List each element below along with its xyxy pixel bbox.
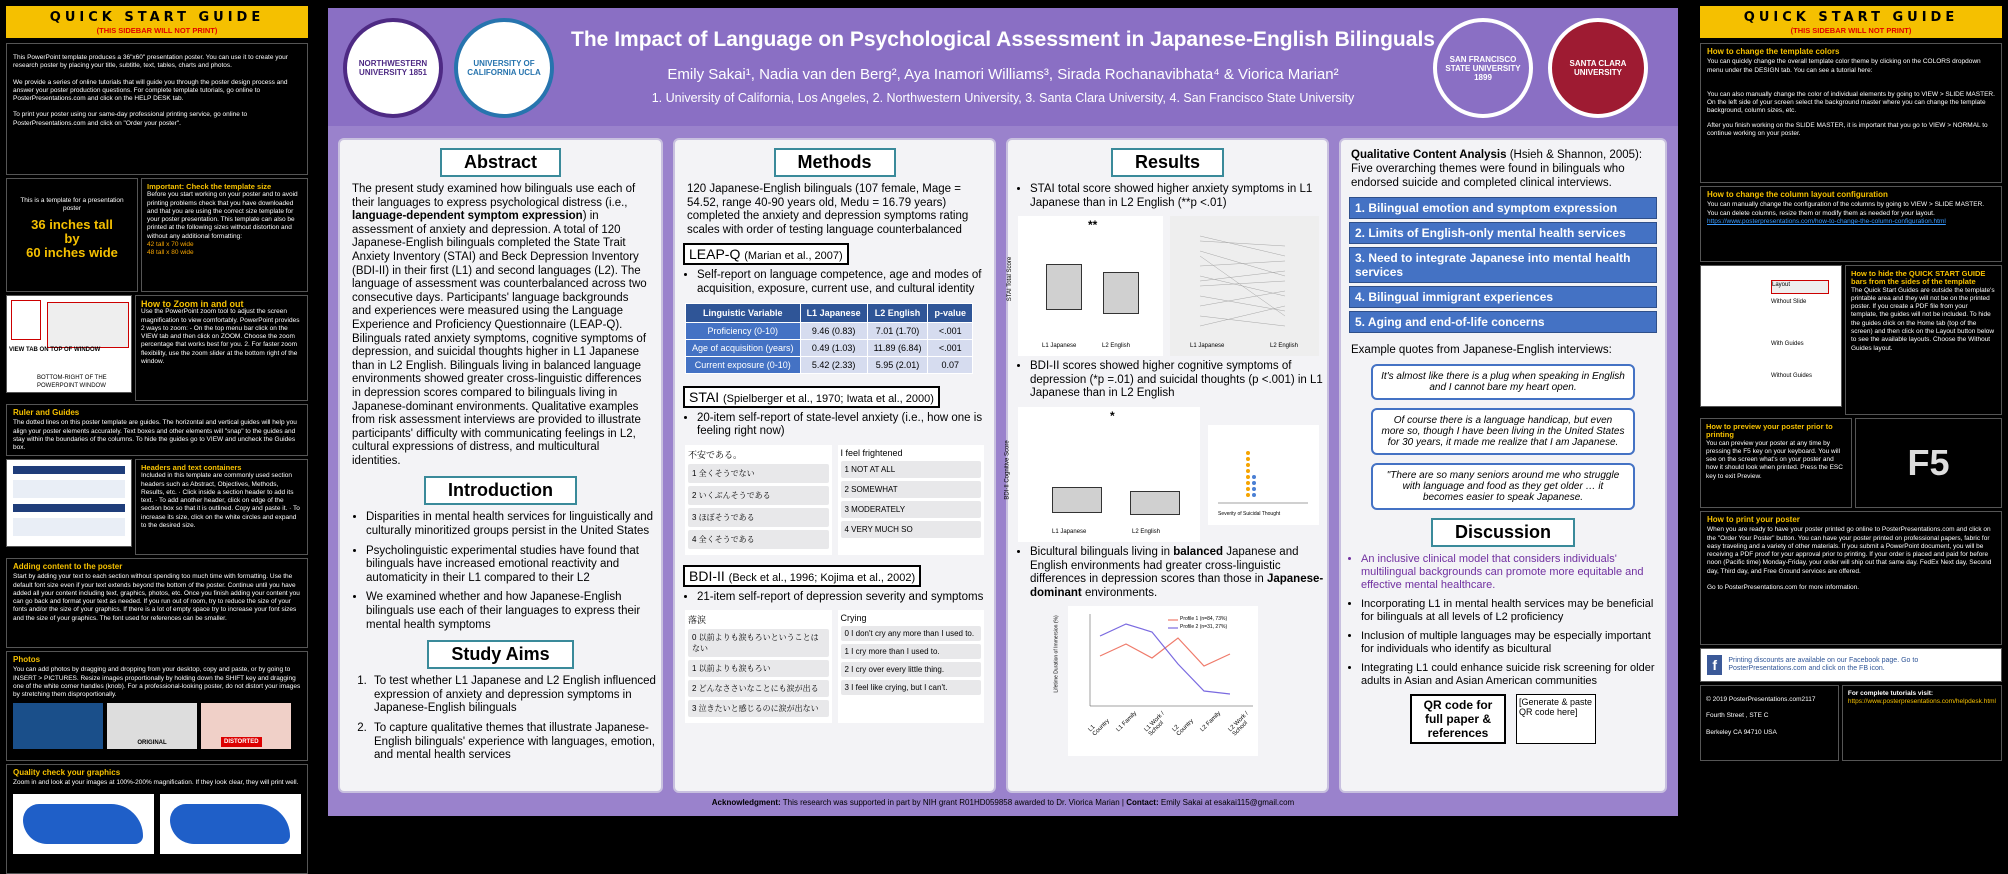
table-row [686, 356, 973, 373]
text-sample-1 [13, 480, 125, 498]
sidebar-title: QUICK START GUIDE [1743, 10, 1959, 25]
print-box [1700, 511, 2002, 645]
tutorials-box [1842, 685, 2002, 761]
stai-japanese-item [685, 445, 832, 555]
headers-text: Included in this template are commonly used section headers such as Abstract, Objectives, Methods, Results, etc. · Click inside a section header to add its text. · To add another header, click on edge of the section box so that it is outlined. Copy and paste it. · To increase its size, click on the white circles and expand to the desired size. [141, 472, 300, 530]
bullet-3-b: balanced [1173, 545, 1224, 558]
bdi-list [675, 591, 994, 605]
map-samples [13, 794, 301, 854]
bdi-figure [1004, 407, 1317, 542]
bullet-3-e: environments. [1081, 586, 1158, 599]
dotplot-xlabel: Severity of Suicidal Thought [1218, 510, 1281, 517]
columns-box [1700, 186, 2002, 262]
without-slide-option[interactable]: Without Slide [1771, 299, 1807, 305]
stai-x1: L1 Japanese [1042, 343, 1077, 350]
tutorials-title: For complete tutorials visit: [1847, 690, 1934, 697]
table-row [686, 322, 973, 339]
aim-item: 1. To test whether L1 Japanese and L2 English influenced expression of anxiety and depression symptoms in Japanese-English bilinguals [370, 675, 661, 716]
facebook-text: Printing discounts are available on our Facebook page. Go to PosterPresentations.com and click on the FB icon. [1728, 656, 1919, 672]
ruler-text: The dotted lines on this poster template are guides. The horizontal and vertical guides will help you align your poster elements accurately. Text boxes and other elements will "snap" to the guides and stay within the boundaries of the columns. To hide the guides go to VIEW and uncheck the Guides box. [13, 419, 297, 452]
footer-line-3: Berkeley CA 94710 USA [1706, 728, 1777, 736]
stai-en-option: 4 VERY MUCH SO [841, 521, 982, 538]
preview-title: How to preview your poster prior to printing [1706, 422, 1833, 440]
table-cell: 7.01 (1.70) [867, 322, 928, 339]
bdi-tag-label: BDI-II [689, 567, 725, 584]
sidebar-header [1700, 6, 2002, 40]
northwestern-seal-text: NORTHWESTERN UNIVERSITY 1851 [358, 59, 428, 77]
distorted-photo [201, 703, 291, 749]
abstract-text-1: The present study examined how bilinguals use each of their languages to express psychological distress (i.e., [352, 183, 636, 209]
colors-box [1700, 43, 2002, 183]
profile-legend-1: Profile 1 (n=84, 73%) [1180, 616, 1228, 623]
stai-english-item [838, 445, 985, 555]
bdi-box-l2 [1130, 491, 1180, 515]
hide-guides-section [1700, 265, 2002, 415]
table-cell: <.001 [928, 339, 973, 356]
distorted-label: DISTORTED [221, 737, 262, 747]
facebook-icon: f [1707, 655, 1722, 675]
aims-list [340, 675, 661, 763]
colors-text-3: After you finish working on the SLIDE MASTER, it is important that you go to VIEW > NORMAL to continue working on your poster. [1707, 121, 1988, 138]
column-results [1006, 138, 1329, 793]
stai-tag [683, 386, 940, 408]
colors-tutorial-link[interactable] [1707, 75, 1995, 91]
bullet-3-d: Japanese-dominant [1030, 573, 1324, 599]
quality-text: Zoom in and look at your images at 100%-200% magnification. If they look clear, they will print well. [13, 779, 299, 787]
stai-bullet: • 20-item self-report of state-level anxiety (i.e., how one is feeling right now) [697, 412, 994, 439]
ucla-seal-text: UNIVERSITY OF CALIFORNIA UCLA [467, 59, 541, 77]
table-cell: 11.89 (6.84) [867, 339, 928, 356]
zoom-title: How to Zoom in and out [141, 299, 244, 309]
print-title: How to print your poster [1707, 515, 1800, 524]
stai-en-title: I feel frightened [840, 447, 903, 458]
x-tick-label: L2 Country [1171, 718, 1195, 738]
f5-key-icon [1855, 418, 2002, 508]
check-size-title: Important: Check the template size [147, 182, 272, 191]
tutorials-link[interactable]: https://www.posterpresentations.com/helpdesk.html [1847, 698, 1996, 706]
sidebar-intro [6, 43, 308, 175]
zoom-screenshot [6, 295, 132, 393]
stai-citation: (Spielberger et al., 1970; Iwata et al., 2000) [722, 392, 934, 405]
aims-header: Study Aims [427, 640, 573, 669]
profile-legend-2: Profile 2 (n=31, 27%) [1180, 624, 1228, 631]
hide-title: How to hide the QUICK START GUIDE bars from the sides of the template [1851, 269, 1986, 287]
x-tick-label: L2 Family [1199, 710, 1223, 734]
results-list-2 [1008, 360, 1327, 401]
bdi-en-title: Crying [840, 613, 867, 624]
quote-2: Of course there is a language handicap, but even more so, though I have been living in the United States for 30 years, it made me realize that I am Japanese. [1371, 408, 1635, 455]
bdi-scale [685, 610, 984, 723]
template-for-text: This is a template for a presentation poster [20, 197, 124, 213]
methods-header: Methods [774, 148, 896, 177]
preview-section [1700, 418, 2002, 508]
discussion-bullet: • Inclusion of multiple languages may be especially important for individuals who identify as bicultural [1361, 630, 1665, 656]
profile-line-chart [1053, 606, 1258, 756]
intro-text-2: We provide a series of online tutorials that will guide you through the poster design process and answer your poster production questions. For complete template tutorials, go online to PosterPresentations.com and click on the HELP DESK tab. [13, 78, 288, 103]
left-sidebar [6, 6, 308, 826]
stai-significance: ** [1088, 218, 1098, 233]
adding-text: Start by adding your text to each section without spending too much time with formatting. Use the default font size even if your text extends beyond the bottom of the poster. Continue until you have added all your content including text, graphics, photos, etc. Once you finish adding your content you can go back and format your text as needed. If you run out of room, try to reduce the size of your fonts and/or the size of your graphics. If there is a lot of empty space try to increase your font sizes and the size of your graphics. The font used for references can be smaller. [13, 573, 300, 622]
zoom-dialog [47, 302, 129, 348]
bdi-jp-option: 0 以前よりも涙もろいということはない [688, 629, 829, 657]
discussion-bullet: • Integrating L1 could enhance suicide risk screening for older adults in Asian and Asian American communities [1361, 662, 1665, 688]
stai-jp-title: 不安である。 [688, 449, 743, 460]
leapq-tag [683, 243, 849, 265]
footer-line-2: Fourth Street , STE C [1706, 712, 1769, 720]
print-go: Go to PosterPresentations.com for more information. [1707, 584, 1860, 592]
map-shape-2 [170, 804, 290, 844]
contact-text: Emily Sakai at esakai115@gmail.com [1158, 798, 1295, 807]
ruler-box [6, 404, 308, 456]
footer-line-1: © 2019 PosterPresentations.com2117 [1706, 696, 1816, 703]
preview-box [1700, 418, 1852, 508]
profile-x-labels [1087, 710, 1254, 738]
introduction-list [340, 511, 661, 632]
table-header: L1 Japanese [800, 303, 867, 322]
x-tick-label: L1 Country [1087, 718, 1111, 738]
intro-bullet: • Psycholinguistic experimental studies have found that bilinguals have increased emotional reactivity and automaticity in their L1 compared to their L2 [366, 545, 661, 586]
bdi-tag [683, 565, 921, 587]
table-cell: <.001 [928, 322, 973, 339]
poster-authors: Emily Sakai¹, Nadia van den Berg², Aya Inamori Williams³, Sirada Rochanavibhata⁴ & Viorica Marian² [667, 66, 1339, 83]
quality-title: Quality check your graphics [13, 768, 121, 777]
quotes-intro: Example quotes from Japanese-English interviews: [1351, 344, 1612, 356]
poster [328, 8, 1678, 816]
discussion-header: Discussion [1431, 518, 1575, 547]
quote-3: "There are so many seniors around me who struggle with language and food as they get older … it becomes easier to speak Japanese. [1371, 463, 1635, 510]
intro-text-1: This PowerPoint template produces a 36"x60" presentation poster. You can use it to create your research poster by placing your title, subtitle, text, tables, charts and photos. [13, 54, 288, 70]
adding-title: Adding content to the poster [13, 562, 123, 571]
photo-samples [13, 703, 301, 749]
results-list-1 [1008, 183, 1327, 210]
stai-spaghetti-plot [1170, 216, 1319, 356]
address-box [1700, 685, 1839, 761]
profile-ylabel: Lifetime Duration of Immersion (%) [1053, 615, 1060, 693]
footer-section [1700, 685, 2002, 761]
sidebar-subtitle: (THIS SIDEBAR WILL NOT PRINT) [96, 26, 218, 35]
zoom-caption-1: VIEW TAB ON TOP OF WINDOW [9, 347, 101, 353]
box-l1 [1046, 264, 1082, 310]
stai-en-option: 2 SOMEWHAT [841, 481, 982, 498]
bdi-citation: (Beck et al., 1996; Kojima et al., 2002) [728, 571, 916, 584]
columns-title: How to change the column layout configuration [1707, 190, 1888, 199]
bdi-ylabel: BDI-II Cognitive Score [1004, 440, 1011, 500]
size-line-1: 36 inches tall [31, 216, 113, 232]
introduction-header: Introduction [424, 476, 577, 505]
table-cell: 0.49 (1.03) [800, 339, 867, 356]
x-tick-label: L2 Work / School [1227, 711, 1250, 738]
spaghetti-lines [1170, 216, 1319, 356]
discussion-bullet: • Incorporating L1 in mental health services may be beneficial for bilinguals at all levels of L2 proficiency [1361, 598, 1665, 624]
bullet-3-a: Bicultural bilinguals living in [1030, 545, 1174, 558]
size-option-1: 42 tall x 70 wide [147, 241, 194, 249]
bdi-box-l1 [1052, 487, 1102, 513]
contact-label: Contact: [1123, 798, 1159, 807]
ruler-title: Ruler and Guides [13, 408, 80, 417]
results-header: Results [1111, 148, 1224, 177]
bdi-en-option: 0 I don't cry any more than I used to. [841, 626, 982, 641]
bdi-en-option: 2 I cry over every little thing. [841, 662, 982, 677]
ack-text: This research was supported in part by NIH grant R01HD059858 awarded to Dr. Viorica Marian | [780, 798, 1124, 807]
poster-title: The Impact of Language on Psychological Assessment in Japanese-English Bilinguals [571, 28, 1435, 51]
leapq-table [685, 303, 973, 374]
table-cell: 5.95 (2.01) [867, 356, 928, 373]
abstract-text [340, 183, 661, 468]
size-section [6, 178, 308, 292]
bdi-jp-option: 2 どんなささいなことにも涙が出る [688, 680, 829, 697]
poster-affiliations: 1. University of California, Los Angeles, 2. Northwestern University, 3. Santa Clara University, 4. San Francisco State University [651, 91, 1355, 105]
stai-list [675, 412, 994, 439]
quote-1: It's almost like there is a plug when speaking in English and I cannot bare my heart open. [1371, 364, 1635, 400]
layout-button[interactable]: Layout [1771, 280, 1829, 294]
hide-text: The Quick Start Guides are outside the template's printable area and they will not be on the printed poster. If you create a PDF file from your template, the guides will not be included. To hide the guides click on the Home tab (top of the screen) and then click on the Layout button below to see the available layouts. Choose the Without Guides layout. [1851, 286, 1995, 352]
stai-en-option: 1 NOT AT ALL [841, 461, 982, 478]
bdi-jp-option: 3 泣きたいと感じるのに涙が出ない [688, 700, 829, 717]
table-row [686, 339, 973, 356]
table-cell: Age of acquisition (years) [686, 339, 801, 356]
text-sample-2 [13, 518, 125, 536]
leapq-tag-label: LEAP-Q [689, 246, 741, 263]
bdi-en-option: 3 I feel like crying, but I can't. [841, 680, 982, 695]
size-line-2: by [64, 230, 80, 246]
stai-ylabel: STAI Total Score [1007, 256, 1014, 302]
bullet-3-c: Japanese and English environments had greater cross-linguistic differences in depression scores than those in [1030, 545, 1299, 586]
print-text: When you are ready to have your poster printed go online to PosterPresentations.com and click on the "Order Your Poster" button. You can have your poster printed on professional papers, fabric for easy traveling and a variety of other materials. If you submit a PowerPoint document, you will be receiving a PDF proof for your approval prior to printing. If your order is placed and paid for before noon (Pacific time) Monday-Friday, your order will ship out that same day. FedEx Next day, Second day, Third day, and Free Ground services are offered. [1707, 526, 1992, 575]
stai-scale [685, 445, 984, 555]
intro-bullet: • Disparities in mental health services for linguistically and culturally minoritized groups persist in the United States [366, 511, 661, 538]
table-header-row [686, 303, 973, 322]
zoom-box [135, 295, 308, 401]
jellyfish-photo [13, 703, 103, 749]
ucla-seal-icon [454, 18, 554, 118]
bdi-en-option: 1 I cry more than I used to. [841, 644, 982, 659]
intro-text-3: To print your poster using our same-day professional printing service, go online to PosterPresentations.com and click on "Order your poster". [13, 111, 248, 127]
without-guides-option[interactable]: Without Guides [1771, 373, 1813, 379]
table-cell: Proficiency (0-10) [686, 322, 801, 339]
theme-item: 2. Limits of English-only mental health services [1349, 222, 1657, 244]
table-cell: 9.46 (0.83) [800, 322, 867, 339]
hide-guides-box [1845, 265, 2002, 415]
table-header: p-value [928, 303, 973, 322]
zoom-caption-2: BOTTOM-RIGHT OF THE POWERPOINT WINDOW [37, 375, 107, 390]
results-bullet-3 [1030, 546, 1327, 600]
adding-box [6, 558, 308, 648]
abstract-text-2: ) in assessment of anxiety and depression. A total of 120 Japanese-English bilinguals completed the State Trait Anxiety Inventory (STAI) and Beck Depression Inventory (BDI-II) in their first (L1) and second languages (L2). The language of assessment was counterbalanced across two consecutive days. Participants' language backgrounds and experiences were measured using the Language Experience and Proficiency Questionnaire (LEAP-Q). Bilinguals rated anxiety symptoms, cognitive symptoms of depression, and suicidal thoughts higher in L1 Japanese than in L2 English. Bilinguals living in balanced language environments showed greater cross-linguistic differences in depression scores compared to bilinguals living in Japanese-dominant environments. Qualitative examples from risk assessment interviews are provided to illustrate participants' difficulty with communicating feelings in L2, cultural expressions of distress, and multicultural identities. [352, 210, 647, 467]
methods-intro: 120 Japanese-English bilinguals (107 female, Mage = 54.52, range 40-90 years old, Medu = 16.79 years) completed the anxiety and depression symptoms rating scales with order of testing language counterbalanced [687, 183, 969, 236]
leapq-list [675, 269, 994, 296]
bdi-english-item [838, 610, 985, 723]
discussion-list [1341, 553, 1665, 688]
stai-figure [1007, 216, 1317, 356]
columns-text: You can manually change the configuration of the columns by going to VIEW > SLIDE MASTER. You can delete columns, resize them or modify them as needed for your layout. [1707, 201, 1985, 217]
intro-bullet: • We examined whether and how Japanese-English bilinguals use each of their languages to express their mental health symptoms [366, 591, 661, 632]
qr-placeholder: [Generate & paste QR code here] [1516, 694, 1596, 744]
stai-en-option: 3 MODERATELY [841, 501, 982, 518]
columns-link[interactable]: https://www.posterpresentations.com/how-to-change-the-column-configuration.html [1707, 217, 1946, 225]
theme-item: 1. Bilingual emotion and symptom expression [1349, 197, 1657, 219]
x-tick-label: L1 Family [1115, 710, 1139, 734]
theme-item: 4. Bilingual immigrant experiences [1349, 286, 1657, 308]
theme-item: 5. Aging and end-of-life concerns [1349, 311, 1657, 333]
bdi-x1: L1 Japanese [1052, 528, 1087, 535]
stai-jp-option: 1 全くそうでない [688, 464, 829, 483]
abstract-bold: language-dependent symptom expression [352, 210, 583, 223]
sfsu-seal-icon [1433, 18, 1533, 118]
stai-tag-label: STAI [689, 388, 720, 405]
preview-text: You can preview your poster at any time by pressing the F5 key on your keyboard. You will see on the screen what's on your poster and how it should look when printed. Press the ESC key to exit Preview. [1706, 439, 1843, 480]
scu-seal-text: SANTA CLARA UNIVERSITY [1569, 59, 1627, 77]
bdi-jp-title: 落涙 [688, 615, 707, 626]
profile-chart-svg [1068, 606, 1258, 716]
column-abstract [338, 138, 663, 793]
aim-item: 2. To capture qualitative themes that illustrate Japanese-English bilinguals' experience with languages, emotion, and mental health services [370, 722, 661, 763]
spaghetti-x2: L2 English [1270, 343, 1299, 350]
results-bullet-1: • STAI total score showed higher anxiety symptoms in L1 Japanese than in L2 English (**p <.01) [1030, 183, 1327, 210]
qualitative-intro [1341, 140, 1665, 194]
size-option-2: 48 tall x 80 wide [147, 249, 194, 257]
sidebar-subtitle: (THIS SIDEBAR WILL NOT PRINT) [1790, 26, 1912, 35]
discussion-bullet: • An inclusive clinical model that considers individuals' multilingual backgrounds can promote more equitable and effective mental healthcare. [1361, 553, 1665, 592]
headers-title: Headers and text containers [141, 463, 242, 472]
bdi-bullet: • 21-item self-report of depression severity and symptoms [697, 591, 994, 605]
size-box [6, 178, 138, 292]
table-header: Linguistic Variable [686, 303, 801, 322]
suicidal-dotplot [1208, 425, 1319, 525]
bdi-x2: L2 English [1132, 528, 1161, 535]
facebook-banner[interactable] [1700, 648, 2002, 682]
northwestern-seal-icon [343, 18, 443, 118]
bdi-japanese-item [685, 610, 832, 723]
stai-jp-option: 2 いくぶんそうである [688, 486, 829, 505]
headers-screenshot [6, 459, 132, 547]
profile-1-line [1100, 638, 1230, 666]
column-methods [673, 138, 996, 793]
colors-text-1: You can quickly change the overall template color theme by clicking on the COLORS dropdown menu under the DESIGN tab. You can see a tutorial here: [1707, 58, 1981, 74]
dotplot-svg [1208, 425, 1319, 525]
bdi-jp-option: 1 以前よりも涙もろい [688, 660, 829, 677]
stai-jp-option: 3 ほぼそうである [688, 508, 829, 527]
right-sidebar [1700, 6, 2002, 826]
leapq-bullet: • Self-report on language competence, age and modes of acquisition, exposure, current use, and cultural identity [697, 269, 994, 296]
bdi-boxplot [1004, 407, 1200, 542]
column-qualitative [1339, 138, 1667, 793]
map-sample-1 [13, 794, 154, 854]
photos-box [6, 651, 308, 761]
check-size-box [141, 178, 308, 292]
map-sample-2 [160, 794, 301, 854]
results-list-3 [1008, 546, 1327, 600]
qualitative-rest: (Hsieh & Shannon, 2005): Five overarching themes were found in bilinguals who endorsed suicide and completed clinical interviews. [1351, 149, 1643, 189]
photos-text: You can add photos by dragging and dropping from your desktop, copy and paste, or by going to INSERT > PICTURES. Resize images proportionally by holding down the SHIFT key and dragging one of the white corner handles (knob). For a professional-looking poster, do not distort your images by stretching them disproportionally. [13, 666, 301, 699]
zoom-section [6, 295, 308, 401]
zoom-icon [11, 300, 41, 340]
check-size-text: Before you start working on your poster and to avoid printing problems check that you have downloaded and that you are using the correct size template for your poster presentation. This template can also be printed at the following sizes without distortion and without any additional formatting: [147, 191, 298, 240]
stai-jp-option: 4 全くそうである [688, 530, 829, 549]
f5-label: F5 [1907, 441, 1950, 483]
scu-seal-icon [1548, 18, 1648, 118]
layout-screenshot [1700, 265, 1842, 407]
photos-title: Photos [13, 655, 41, 664]
stai-x2: L2 English [1102, 343, 1131, 350]
zoom-text: Use the PowerPoint zoom tool to adjust the screen magnification to view comfortably. PowerPoint provides 2 ways to zoom: - On the top menu bar click on the VIEW tab and then click on ZOOM. Choose the zoom percentage that works best for you. 2. For faster zoom flexibility, use the zoom slider at the bottom right of the window. [141, 308, 300, 366]
header-sample-1 [13, 466, 125, 474]
qr-label: QR code for full paper & references [1410, 694, 1506, 744]
original-label: ORIGINAL [137, 740, 167, 747]
table-cell: Current exposure (0-10) [686, 356, 801, 373]
size-line-3: 60 inches wide [26, 244, 118, 260]
headers-section [6, 459, 308, 555]
map-shape-1 [23, 804, 143, 844]
sfsu-seal-text: SAN FRANCISCO STATE UNIVERSITY 1899 [1445, 54, 1521, 82]
stai-boxplot [1007, 216, 1163, 356]
sidebar-header [6, 6, 308, 40]
colors-title: How to change the template colors [1707, 47, 1840, 56]
results-bullet-2: • BDI-II scores showed higher cognitive symptoms of depression (*p =.01) and suicidal thoughts (p <.001) in L1 Japanese than in L2 English [1030, 360, 1327, 401]
spaghetti-x1: L1 Japanese [1190, 343, 1225, 350]
table-cell: 0.07 [928, 356, 973, 373]
headers-box [135, 459, 308, 555]
x-tick-label: L1 Work / School [1143, 711, 1166, 738]
box-l2 [1103, 272, 1139, 314]
header-sample-2 [13, 504, 125, 512]
profile-2-line [1100, 624, 1230, 694]
qr-section [1341, 694, 1665, 744]
poster-banner [328, 8, 1678, 126]
sidebar-title: QUICK START GUIDE [49, 10, 265, 25]
colors-text-2: You can also manually change the color of individual elements by going to VIEW > SLIDE MASTER. On the left side of your screen select the background master where you can change the template background, column sizes, etc. [1707, 90, 1995, 115]
theme-item: 3. Need to integrate Japanese into mental health services [1349, 247, 1657, 283]
table-cell: 5.42 (2.33) [800, 356, 867, 373]
ack-label: Acknowledgment: [711, 798, 781, 807]
leapq-citation: (Marian et al., 2007) [744, 250, 843, 263]
abstract-header: Abstract [440, 148, 561, 177]
bdi-significance: * [1110, 408, 1115, 423]
with-guides-option[interactable]: With Guides [1771, 341, 1804, 347]
original-photo [107, 703, 197, 749]
table-header: L2 English [867, 303, 928, 322]
qualitative-title: Qualitative Content Analysis [1351, 149, 1507, 161]
quality-box [6, 764, 308, 874]
acknowledgment [328, 798, 1678, 807]
